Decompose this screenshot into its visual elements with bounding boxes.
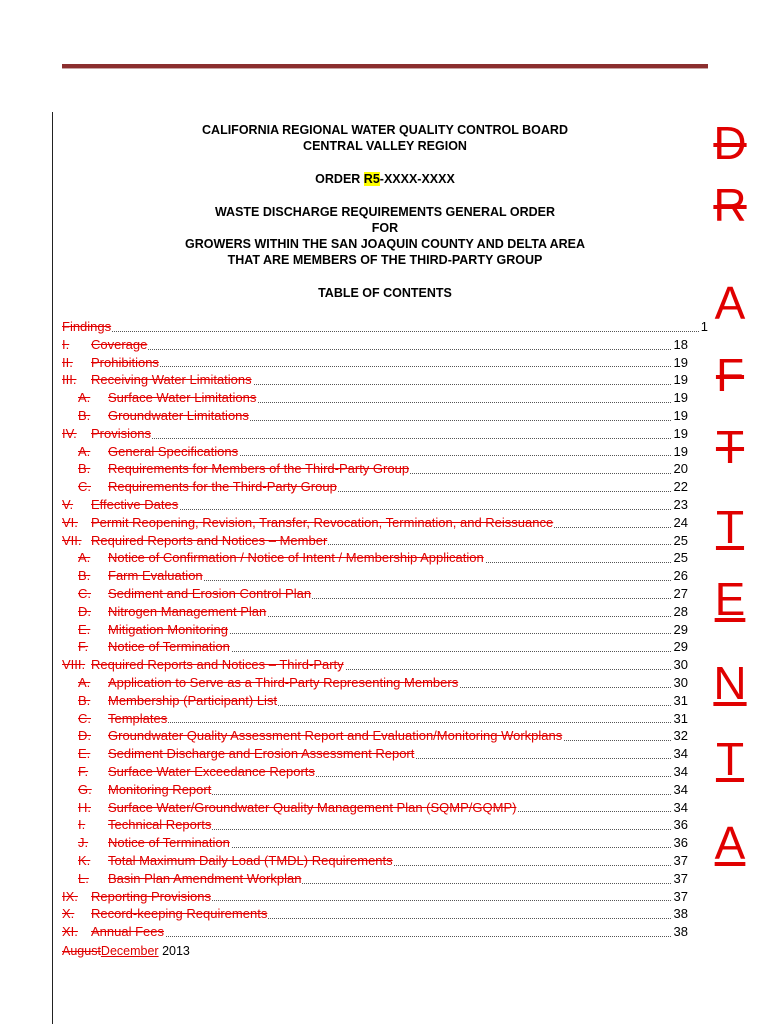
footer-year: 2013 [158,944,190,958]
toc-entry[interactable] [62,763,688,781]
toc-entry-label: Groundwater Limitations [108,407,249,423]
left-margin-bar [52,112,53,1024]
toc-entry-page: 29 [673,621,688,637]
toc-entry-marker: D. [78,728,91,744]
toc-entry[interactable] [62,549,688,567]
deleted-month: August [62,944,101,958]
toc-leader-dots [62,331,699,332]
toc-entry[interactable] [62,425,688,443]
toc-entry[interactable] [62,834,688,852]
toc-entry-marker: II. [62,354,73,370]
watermark-letter: F [715,349,745,401]
toc-entry-page: 28 [673,603,688,619]
toc-entry-page: 31 [673,710,688,726]
toc-entry-marker: I. [62,336,70,352]
toc-entry-marker: A. [78,443,91,459]
toc-entry-label: Receiving Water Limitations [91,372,252,388]
toc-leader-dots [108,722,671,723]
toc-entry[interactable] [62,870,688,888]
toc-entry[interactable] [62,621,688,639]
table-of-contents [62,318,708,941]
toc-entry-label: Annual Fees [91,924,164,940]
toc-entry-page: 38 [673,906,688,922]
toc-entry[interactable] [62,371,688,389]
toc-entry-marker: A. [78,390,91,406]
toc-entry-marker: A. [78,674,91,690]
toc-entry-marker: B. [78,568,91,584]
toc-entry[interactable] [62,532,688,550]
toc-entry[interactable] [62,852,688,870]
toc-entry-label: Effective Dates [91,496,179,512]
watermark-letter: N [713,657,747,709]
toc-entry-page: 32 [673,728,688,744]
toc-entry-page: 18 [673,336,688,352]
toc-entry[interactable] [62,443,688,461]
toc-entry-marker: VII. [62,532,82,548]
toc-leader-dots [91,366,671,367]
toc-title: TABLE OF CONTENTS [318,286,452,300]
watermark-letter: D [713,117,747,169]
toc-entry[interactable] [62,638,688,656]
top-rule [62,64,708,69]
toc-entry[interactable] [62,923,688,941]
toc-entry[interactable] [62,336,688,354]
toc-entry-label: Nitrogen Management Plan [108,603,267,619]
toc-entry-marker: J. [78,835,89,851]
board-name: CALIFORNIA REGIONAL WATER QUALITY CONTROL BOARD [202,123,568,137]
toc-entry-marker: III. [62,372,77,388]
toc-entry-marker: C. [78,710,91,726]
order-prefix: ORDER [315,172,364,186]
toc-entry-marker: B. [78,407,91,423]
toc-entry-marker: C. [78,585,91,601]
toc-entry-page: 29 [673,639,688,655]
toc-entry-page: 19 [673,407,688,423]
toc-entry[interactable] [62,656,688,674]
toc-entry-label: Sediment and Erosion Control Plan [108,585,312,601]
toc-entry-page: 19 [673,372,688,388]
toc-entry-label: Provisions [91,425,151,441]
toc-entry-label: Record-keeping Requirements [91,906,268,922]
document-footer [62,944,190,958]
toc-entry[interactable] [62,478,688,496]
region-name: CENTRAL VALLEY REGION [303,139,467,153]
toc-entry-page: 31 [673,692,688,708]
toc-entry-page: 36 [673,835,688,851]
toc-entry-page: 1 [700,319,708,334]
toc-entry[interactable] [62,745,688,763]
toc-entry-label: Farm Evaluation [108,568,203,584]
toc-entry-label: Surface Water Exceedance Reports [108,763,315,779]
order-title-3: GROWERS WITHIN THE SAN JOAQUIN COUNTY AND DELTA AREA [185,237,585,251]
toc-entry-label: Notice of Termination [108,835,230,851]
toc-entry-label: Basin Plan Amendment Workplan [108,870,302,886]
toc-entry-page: 37 [673,870,688,886]
order-suffix: -XXXX-XXXX [379,172,455,186]
order-title-1: WASTE DISCHARGE REQUIREMENTS GENERAL ORDER [214,205,556,219]
toc-entry-page: 36 [673,817,688,833]
toc-entry-page: 37 [673,852,688,868]
inserted-month: December [100,944,159,958]
toc-entry-marker: XI. [62,924,78,940]
toc-entry-marker: F. [78,639,89,655]
toc-entry-label: Prohibitions [91,354,159,370]
toc-entry-label: Requirements for Members of the Third-Party Group [108,461,410,477]
toc-entry-label: Required Reports and Notices – Third-Party [91,657,344,673]
toc-entry-label: Mitigation Monitoring [108,621,228,637]
toc-entry[interactable] [62,603,688,621]
toc-entry-page: 37 [673,888,688,904]
toc-entry[interactable] [62,496,688,514]
toc-entry[interactable] [62,354,688,372]
toc-entry-page: 19 [673,443,688,459]
toc-entry[interactable] [62,389,688,407]
toc-entry[interactable] [62,781,688,799]
watermark-letter: T [715,733,745,785]
toc-entry[interactable] [62,567,688,585]
toc-entry-marker: B. [78,692,91,708]
toc-entry[interactable] [62,514,688,532]
toc-entry[interactable] [62,585,688,603]
toc-entry-page: 19 [673,354,688,370]
toc-entry[interactable] [62,727,688,745]
order-highlight: R5 [363,172,380,186]
toc-entry-page: 34 [673,799,688,815]
toc-entry-page: 34 [673,781,688,797]
toc-entry-marker: I. [78,817,86,833]
toc-entry-label: Reporting Provisions [91,888,211,904]
toc-entry-page: 19 [673,425,688,441]
watermark-letter: A [714,277,746,329]
toc-entry-page: 34 [673,763,688,779]
toc-entry-label: Notice of Termination [108,639,230,655]
toc-entry-page: 23 [673,496,688,512]
toc-entry-marker: B. [78,461,91,477]
toc-entry-marker: A. [78,550,91,566]
toc-leader-dots [91,438,671,439]
toc-entry-page: 25 [673,550,688,566]
toc-entry-label: Templates [108,710,168,726]
toc-entry-page: 25 [673,532,688,548]
toc-entry[interactable] [62,888,688,906]
watermark-letter: E [714,573,746,625]
order-title-4: THAT ARE MEMBERS OF THE THIRD-PARTY GROUP [227,253,543,267]
toc-entry-marker: K. [78,852,91,868]
toc-entry-page: 26 [673,568,688,584]
toc-entry-page: 30 [673,657,688,673]
order-number [62,171,708,187]
toc-entry[interactable] [62,692,688,710]
toc-entry-label: Total Maximum Daily Load (TMDL) Requirements [108,852,393,868]
toc-entry-marker: E. [78,746,91,762]
toc-entry-page: 22 [673,479,688,495]
toc-entry[interactable] [62,710,688,728]
toc-entry-label: Notice of Confirmation / Notice of Intent / Membership Application [108,550,484,566]
document-header [62,122,708,301]
toc-entry-marker: VIII. [62,657,86,673]
toc-entry-marker: IV. [62,425,77,441]
toc-entry-marker: D. [78,603,91,619]
watermark-letter: A [714,817,746,869]
toc-leader-dots [91,936,671,937]
watermark-letter: T [715,421,745,473]
toc-entry-marker: X. [62,906,75,922]
toc-entry-label: Monitoring Report [108,781,212,797]
toc-entry-page: 19 [673,390,688,406]
toc-entry-page: 24 [673,514,688,530]
toc-entry-page: 20 [673,461,688,477]
toc-entry[interactable] [62,318,708,336]
toc-entry-marker: C. [78,479,91,495]
toc-entry-label: Surface Water Limitations [108,390,257,406]
toc-entry-label: General Specifications [108,443,239,459]
toc-entry-label: Permit Reopening, Revision, Transfer, Revocation, Termination, and Reissuance [91,514,554,530]
toc-entry-marker: G. [78,781,92,797]
toc-entry-marker: V. [62,496,74,512]
toc-entry-marker: E. [78,621,91,637]
toc-entry[interactable] [62,460,688,478]
toc-entry[interactable] [62,407,688,425]
toc-entry-marker: VI. [62,514,78,530]
toc-entry-page: 30 [673,674,688,690]
toc-entry-marker: H. [78,799,91,815]
toc-entry-page: 38 [673,924,688,940]
toc-entry-page: 27 [673,585,688,601]
toc-entry-marker: IX. [62,888,78,904]
toc-entry-label: Requirements for the Third-Party Group [108,479,337,495]
toc-entry-label: Technical Reports [108,817,212,833]
toc-entry-label: Coverage [91,336,148,352]
toc-entry-label: Sediment Discharge and Erosion Assessment Report [108,746,415,762]
toc-entry[interactable] [62,674,688,692]
toc-entry-marker: F. [78,763,89,779]
toc-leader-dots [91,349,671,350]
toc-entry-label: Groundwater Quality Assessment Report and Evaluation/Monitoring Workplans [108,728,563,744]
toc-entry[interactable] [62,905,688,923]
toc-entry-marker: L. [78,870,89,886]
toc-entry[interactable] [62,816,688,834]
toc-entry-label: Membership (Participant) List [108,692,278,708]
toc-entry-label: Findings [62,319,112,334]
toc-entry-page: 34 [673,746,688,762]
toc-entry-label: Surface Water/Groundwater Quality Management Plan (SQMP/GQMP) [108,799,517,815]
watermark-letter: R [713,179,747,231]
order-title-2: FOR [371,221,399,235]
toc-entry-label: Application to Serve as a Third-Party Representing Members [108,674,459,690]
toc-entry-label: Required Reports and Notices – Member [91,532,328,548]
toc-entry[interactable] [62,799,688,817]
watermark-letter: T [715,501,745,553]
